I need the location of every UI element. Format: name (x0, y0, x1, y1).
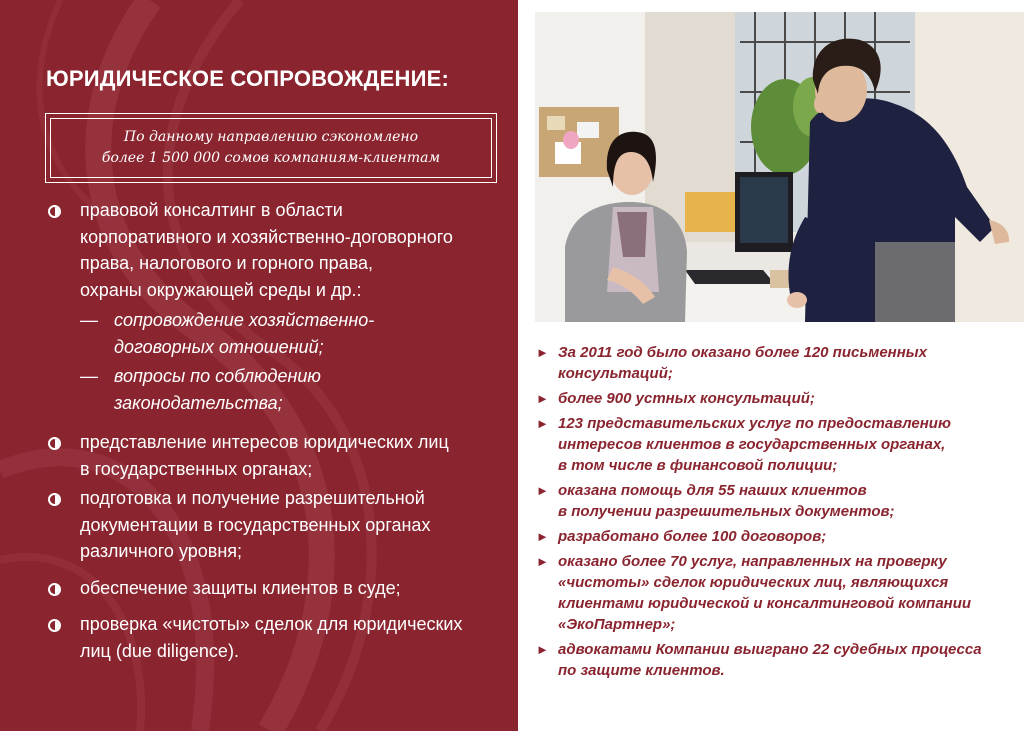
service-text-line: различного уровня; (80, 541, 243, 561)
half-circle-bullet-icon (48, 437, 61, 450)
service-item-consulting (46, 197, 506, 416)
result-text-line: «чистоты» сделок юридических лиц, являющихся (558, 574, 949, 591)
sub-item-text-line: договорных отношений; (114, 336, 324, 357)
result-text-line: оказана помощь для 55 наших клиентов (558, 482, 867, 499)
results-list (536, 342, 1006, 685)
sub-item-text-line: сопровождение хозяйственно- (114, 310, 375, 330)
service-text-line: корпоративного и хозяйственно-договорного (80, 226, 453, 247)
savings-highlight-text (102, 127, 440, 169)
consulting-sub-list (80, 307, 506, 416)
savings-line-2: более 1 500 000 сомов компаниям-клиентам (101, 150, 441, 166)
triangle-arrow-icon: ► (536, 391, 549, 406)
result-text-line: разработано более 100 договоров; (558, 528, 827, 545)
services-list (46, 197, 506, 664)
service-text-line: лиц (due diligence). (80, 640, 239, 661)
result-text-line: более 900 устных консультаций; (558, 390, 815, 407)
sub-item-text-line: законодательства; (114, 392, 283, 413)
result-text-line: адвокатами Компании выиграно 22 судебных процесса (558, 641, 982, 658)
result-text-line: по защите клиентов. (558, 662, 725, 679)
service-item-permits (46, 485, 506, 565)
savings-line-1: По данному направлению сэкономлено (123, 129, 419, 145)
result-text-line: клиентами юридической и консалтинговой компании (558, 595, 972, 612)
result-item-court-wins (536, 639, 1006, 681)
sub-item-contract-support (80, 307, 506, 360)
savings-highlight-box (45, 113, 497, 183)
result-text-line: консультаций; (558, 365, 673, 382)
result-text-line: За 2011 год было оказано более 120 письменных (558, 344, 927, 361)
triangle-arrow-icon: ► (536, 416, 549, 431)
result-text-line: оказано более 70 услуг, направленных на проверку (558, 553, 947, 570)
result-item-written-consultations (536, 342, 1006, 384)
triangle-arrow-icon: ► (536, 345, 549, 360)
savings-highlight-inner-frame (50, 118, 492, 178)
dash-marker: — (80, 366, 98, 386)
result-text-line: в том числе в финансовой полиции; (558, 457, 838, 474)
service-text-line: права, налогового и горного права, (80, 253, 374, 273)
service-text-line: проверка «чистоты» сделок для юридических (80, 614, 463, 634)
dash-marker: — (80, 310, 98, 330)
result-item-oral-consultations (536, 388, 1006, 409)
result-item-contracts (536, 526, 1006, 547)
triangle-arrow-icon: ► (536, 483, 549, 498)
result-item-permits-help (536, 480, 1006, 522)
half-circle-bullet-icon (48, 619, 61, 632)
office-meeting-photo (535, 12, 1024, 322)
result-text-line: интересов клиентов в государственных органах, (558, 436, 946, 453)
half-circle-bullet-icon (48, 493, 61, 506)
result-item-representation-services (536, 413, 1006, 476)
service-text-line: документации в государственных органах (80, 514, 431, 535)
service-text-line: в государственных органах; (80, 458, 313, 479)
triangle-arrow-icon: ► (536, 529, 549, 544)
result-text-line: 123 представительских услуг по предоставлению (558, 415, 951, 432)
service-item-due-diligence (46, 611, 506, 664)
service-text-line: представление интересов юридических лиц (80, 432, 449, 452)
result-item-due-diligence (536, 551, 1006, 635)
sub-item-text-line: вопросы по соблюдению (114, 366, 321, 386)
half-circle-bullet-icon (48, 583, 61, 596)
service-item-court-defense (46, 575, 506, 602)
page-title: ЮРИДИЧЕСКОЕ СОПРОВОЖДЕНИЕ: (46, 66, 450, 91)
result-text-line: в получении разрешительных документов; (558, 503, 895, 520)
service-text-line: подготовка и получение разрешительной (80, 488, 425, 508)
service-text-line: правовой консалтинг в области (80, 200, 343, 220)
triangle-arrow-icon: ► (536, 554, 549, 569)
half-circle-bullet-icon (48, 205, 61, 218)
service-item-representation (46, 429, 506, 482)
service-text-line: обеспечение защиты клиентов в суде; (80, 577, 401, 598)
sub-item-compliance (80, 363, 506, 416)
service-text-line: охраны окружающей среды и др.: (80, 279, 362, 300)
result-text-line: «ЭкоПартнер»; (558, 616, 676, 633)
triangle-arrow-icon: ► (536, 642, 549, 657)
